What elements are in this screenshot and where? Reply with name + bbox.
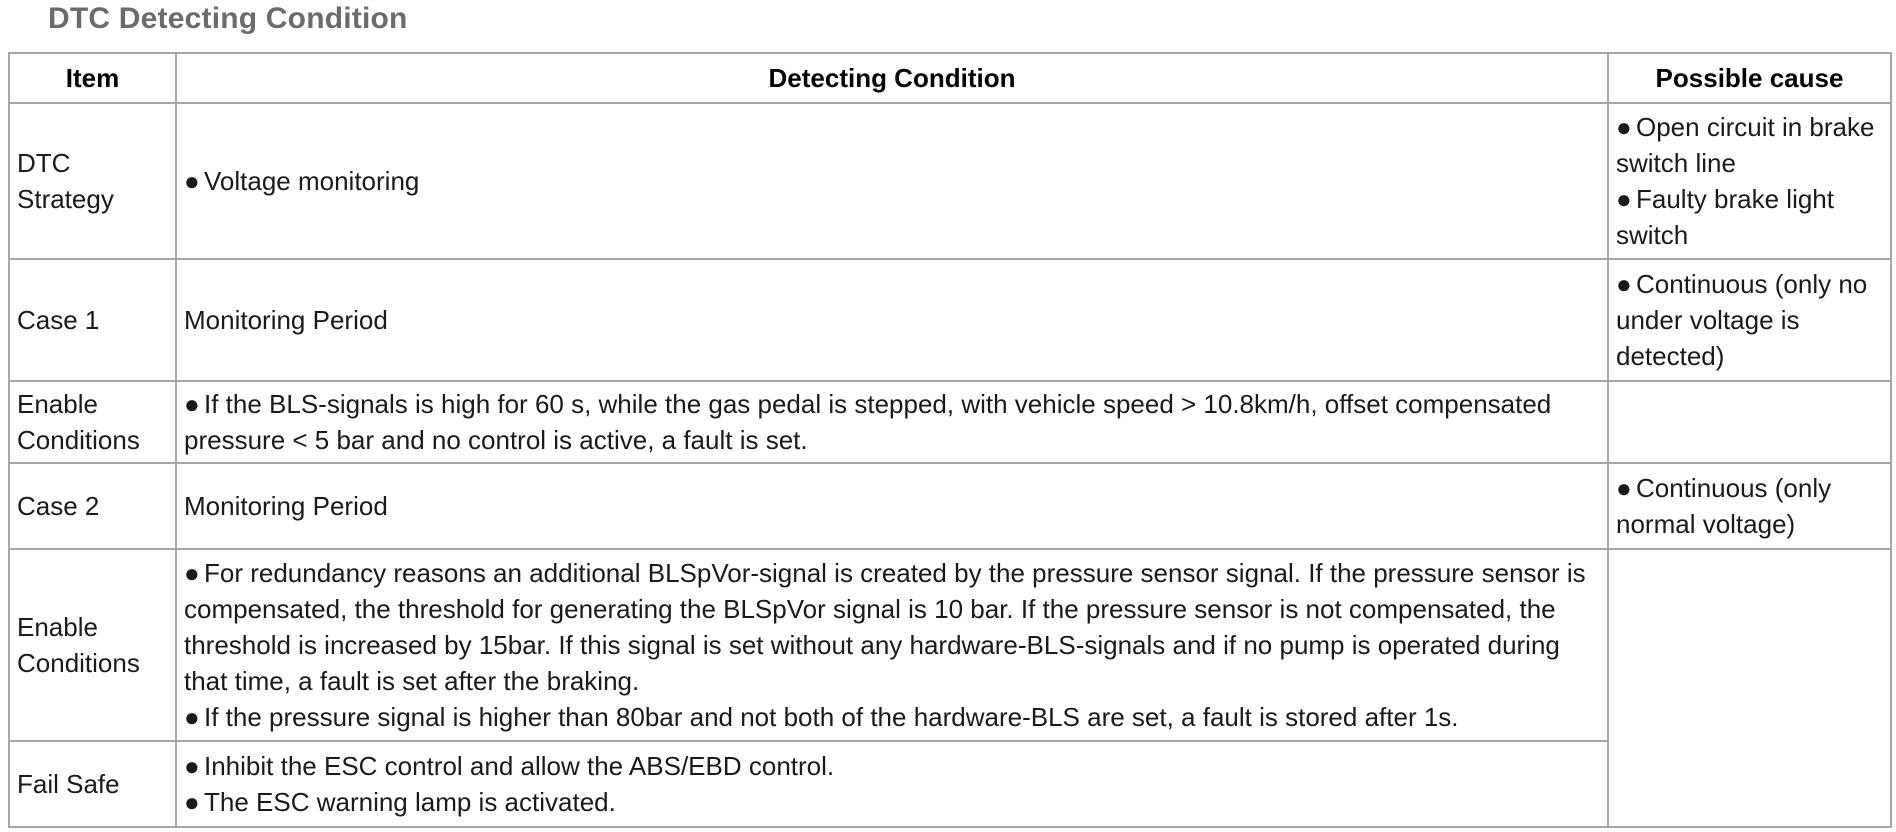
cause-bullet <box>1616 470 1883 542</box>
condition-bullet <box>184 784 1600 820</box>
table-header-row <box>9 53 1891 103</box>
item-cell <box>9 463 176 549</box>
bullet-icon: ● <box>184 389 200 419</box>
bullet-icon: ● <box>184 751 200 781</box>
item-cell <box>9 549 176 741</box>
condition-bullet <box>184 163 1600 199</box>
item-text: Case 2 <box>17 491 100 521</box>
bullet-icon: ● <box>184 702 200 732</box>
item-text: Case 1 <box>17 305 100 335</box>
table-row-dtc-strategy <box>9 103 1891 259</box>
condition-text: For redundancy reasons an additional BLSpVor-signal is created by the pressure sensor signal. If the pressure sensor is compensated, the threshold for generating the BLSpVor signal is 10 bar. If the pressure sensor is not compensated, the threshold is increased by 15bar. If this signal is set without any hardware-BLS-signals and if no pump is operated during that time, a fault is set after the braking. <box>184 558 1586 696</box>
cause-cell <box>1608 259 1891 381</box>
item-text: Conditions <box>17 648 140 678</box>
condition-bullet <box>184 386 1600 458</box>
bullet-icon: ● <box>184 166 200 196</box>
item-text: Enable <box>17 612 98 642</box>
bullet-icon: ● <box>1616 112 1632 142</box>
condition-cell <box>176 259 1608 381</box>
cause-text: Faulty brake light switch <box>1616 184 1834 250</box>
item-text: Fail Safe <box>17 769 120 799</box>
item-cell <box>9 381 176 463</box>
item-text: Strategy <box>17 184 114 214</box>
condition-bullet <box>184 748 1600 784</box>
condition-text: Monitoring Period <box>184 305 388 335</box>
bullet-icon: ● <box>1616 184 1632 214</box>
cause-text: Open circuit in brake switch line <box>1616 112 1875 178</box>
bullet-icon: ● <box>1616 473 1632 503</box>
header-detecting-condition: Detecting Condition <box>176 53 1608 103</box>
cause-bullet <box>1616 266 1883 374</box>
condition-cell <box>176 463 1608 549</box>
item-text: Conditions <box>17 425 140 455</box>
cause-bullet <box>1616 109 1883 181</box>
cause-bullet <box>1616 181 1883 253</box>
condition-text: If the pressure signal is higher than 80bar and not both of the hardware-BLS are set, a fault is stored after 1s. <box>204 702 1459 732</box>
condition-bullet <box>184 555 1600 699</box>
bullet-icon: ● <box>184 787 200 817</box>
bullet-icon: ● <box>184 558 200 588</box>
table-row-enable-conditions-2 <box>9 549 1891 741</box>
condition-cell <box>176 103 1608 259</box>
cause-cell <box>1608 103 1891 259</box>
cause-cell-empty <box>1608 549 1891 827</box>
table-row-case-1 <box>9 259 1891 381</box>
item-cell <box>9 259 176 381</box>
header-possible-cause: Possible cause <box>1608 53 1891 103</box>
condition-cell <box>176 549 1608 741</box>
condition-bullet <box>184 699 1600 735</box>
cause-text: Continuous (only normal voltage) <box>1616 473 1832 539</box>
section-title: DTC Detecting Condition <box>48 2 408 35</box>
condition-text: Voltage monitoring <box>204 166 420 196</box>
condition-text: The ESC warning lamp is activated. <box>204 787 616 817</box>
item-cell <box>9 741 176 827</box>
condition-text: If the BLS-signals is high for 60 s, while the gas pedal is stepped, with vehicle speed > 10.8km/h, offset compensated pressure < 5 bar and no control is active, a fault is set. <box>184 389 1552 455</box>
header-item: Item <box>9 53 176 103</box>
item-text: Enable <box>17 389 98 419</box>
condition-text: Inhibit the ESC control and allow the ABS/EBD control. <box>204 751 835 781</box>
cause-text: Continuous (only no under voltage is detected) <box>1616 269 1868 371</box>
cause-cell <box>1608 463 1891 549</box>
condition-cell <box>176 381 1608 463</box>
item-text: DTC <box>17 148 71 178</box>
bullet-icon: ● <box>1616 269 1632 299</box>
table-row-enable-conditions-1 <box>9 381 1891 463</box>
table-row-case-2 <box>9 463 1891 549</box>
condition-cell <box>176 741 1608 827</box>
dtc-detecting-condition-table <box>8 52 1892 828</box>
item-cell <box>9 103 176 259</box>
cause-cell-empty <box>1608 381 1891 463</box>
condition-text: Monitoring Period <box>184 491 388 521</box>
